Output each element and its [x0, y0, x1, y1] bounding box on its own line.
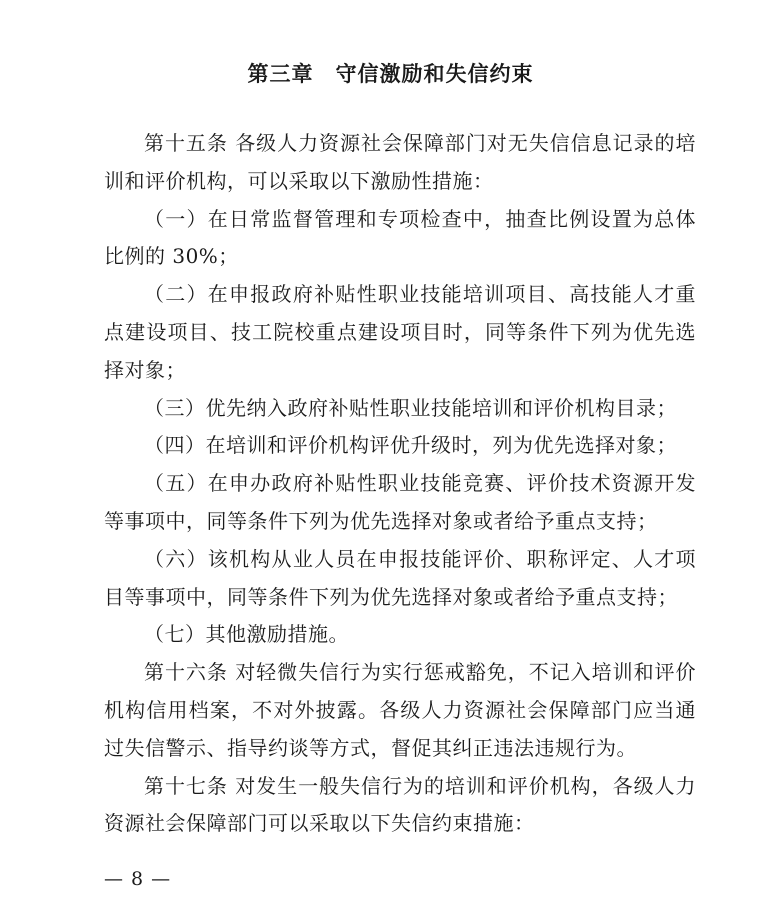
- body-text: [104, 125, 696, 843]
- article-15-item-4: （四）在培训和评价机构评优升级时，列为优先选择对象；: [144, 433, 677, 458]
- article-15-item-2: （二）在申报政府补贴性职业技能培训项目、高技能人才重点建设项目、技工院校重点建设项目时，同等条件下列为优先选择对象；: [104, 282, 696, 382]
- article-16: 第十六条 对轻微失信行为实行惩戒豁免，不记入培训和评价机构信用档案，不对外披露。各级人力资源社会保障部门应当通过失信警示、指导约谈等方式，督促其纠正违法违规行为。: [104, 660, 696, 760]
- article-17-intro: 第十七条 对发生一般失信行为的培训和评价机构，各级人力资源社会保障部门可以采取以下失信约束措施：: [104, 773, 696, 836]
- page-number: — 8 —: [104, 868, 172, 890]
- article-15-item-5: （五）在申办政府补贴性职业技能竞赛、评价技术资源开发等事项中，同等条件下列为优先选择对象或者给予重点支持；: [104, 471, 696, 533]
- chapter-title: 第三章 守信激励和失信约束: [247, 62, 534, 86]
- article-15-intro: 第十五条 各级人力资源社会保障部门对无失信信息记录的培训和评价机构，可以采取以下激励性措施：: [104, 131, 696, 193]
- article-15-item-1: （一）在日常监督管理和专项检查中，抽查比例设置为总体比例的 30%；: [104, 206, 696, 269]
- article-15-item-6: （六）该机构从业人员在申报技能评价、职称评定、人才项目等事项中，同等条件下列为优先选择对象或者给予重点支持；: [104, 546, 696, 609]
- article-15-item-7: （七）其他激励措施。: [144, 622, 349, 647]
- article-15-item-3: （三）优先纳入政府补贴性职业技能培训和评价机构目录；: [144, 395, 677, 420]
